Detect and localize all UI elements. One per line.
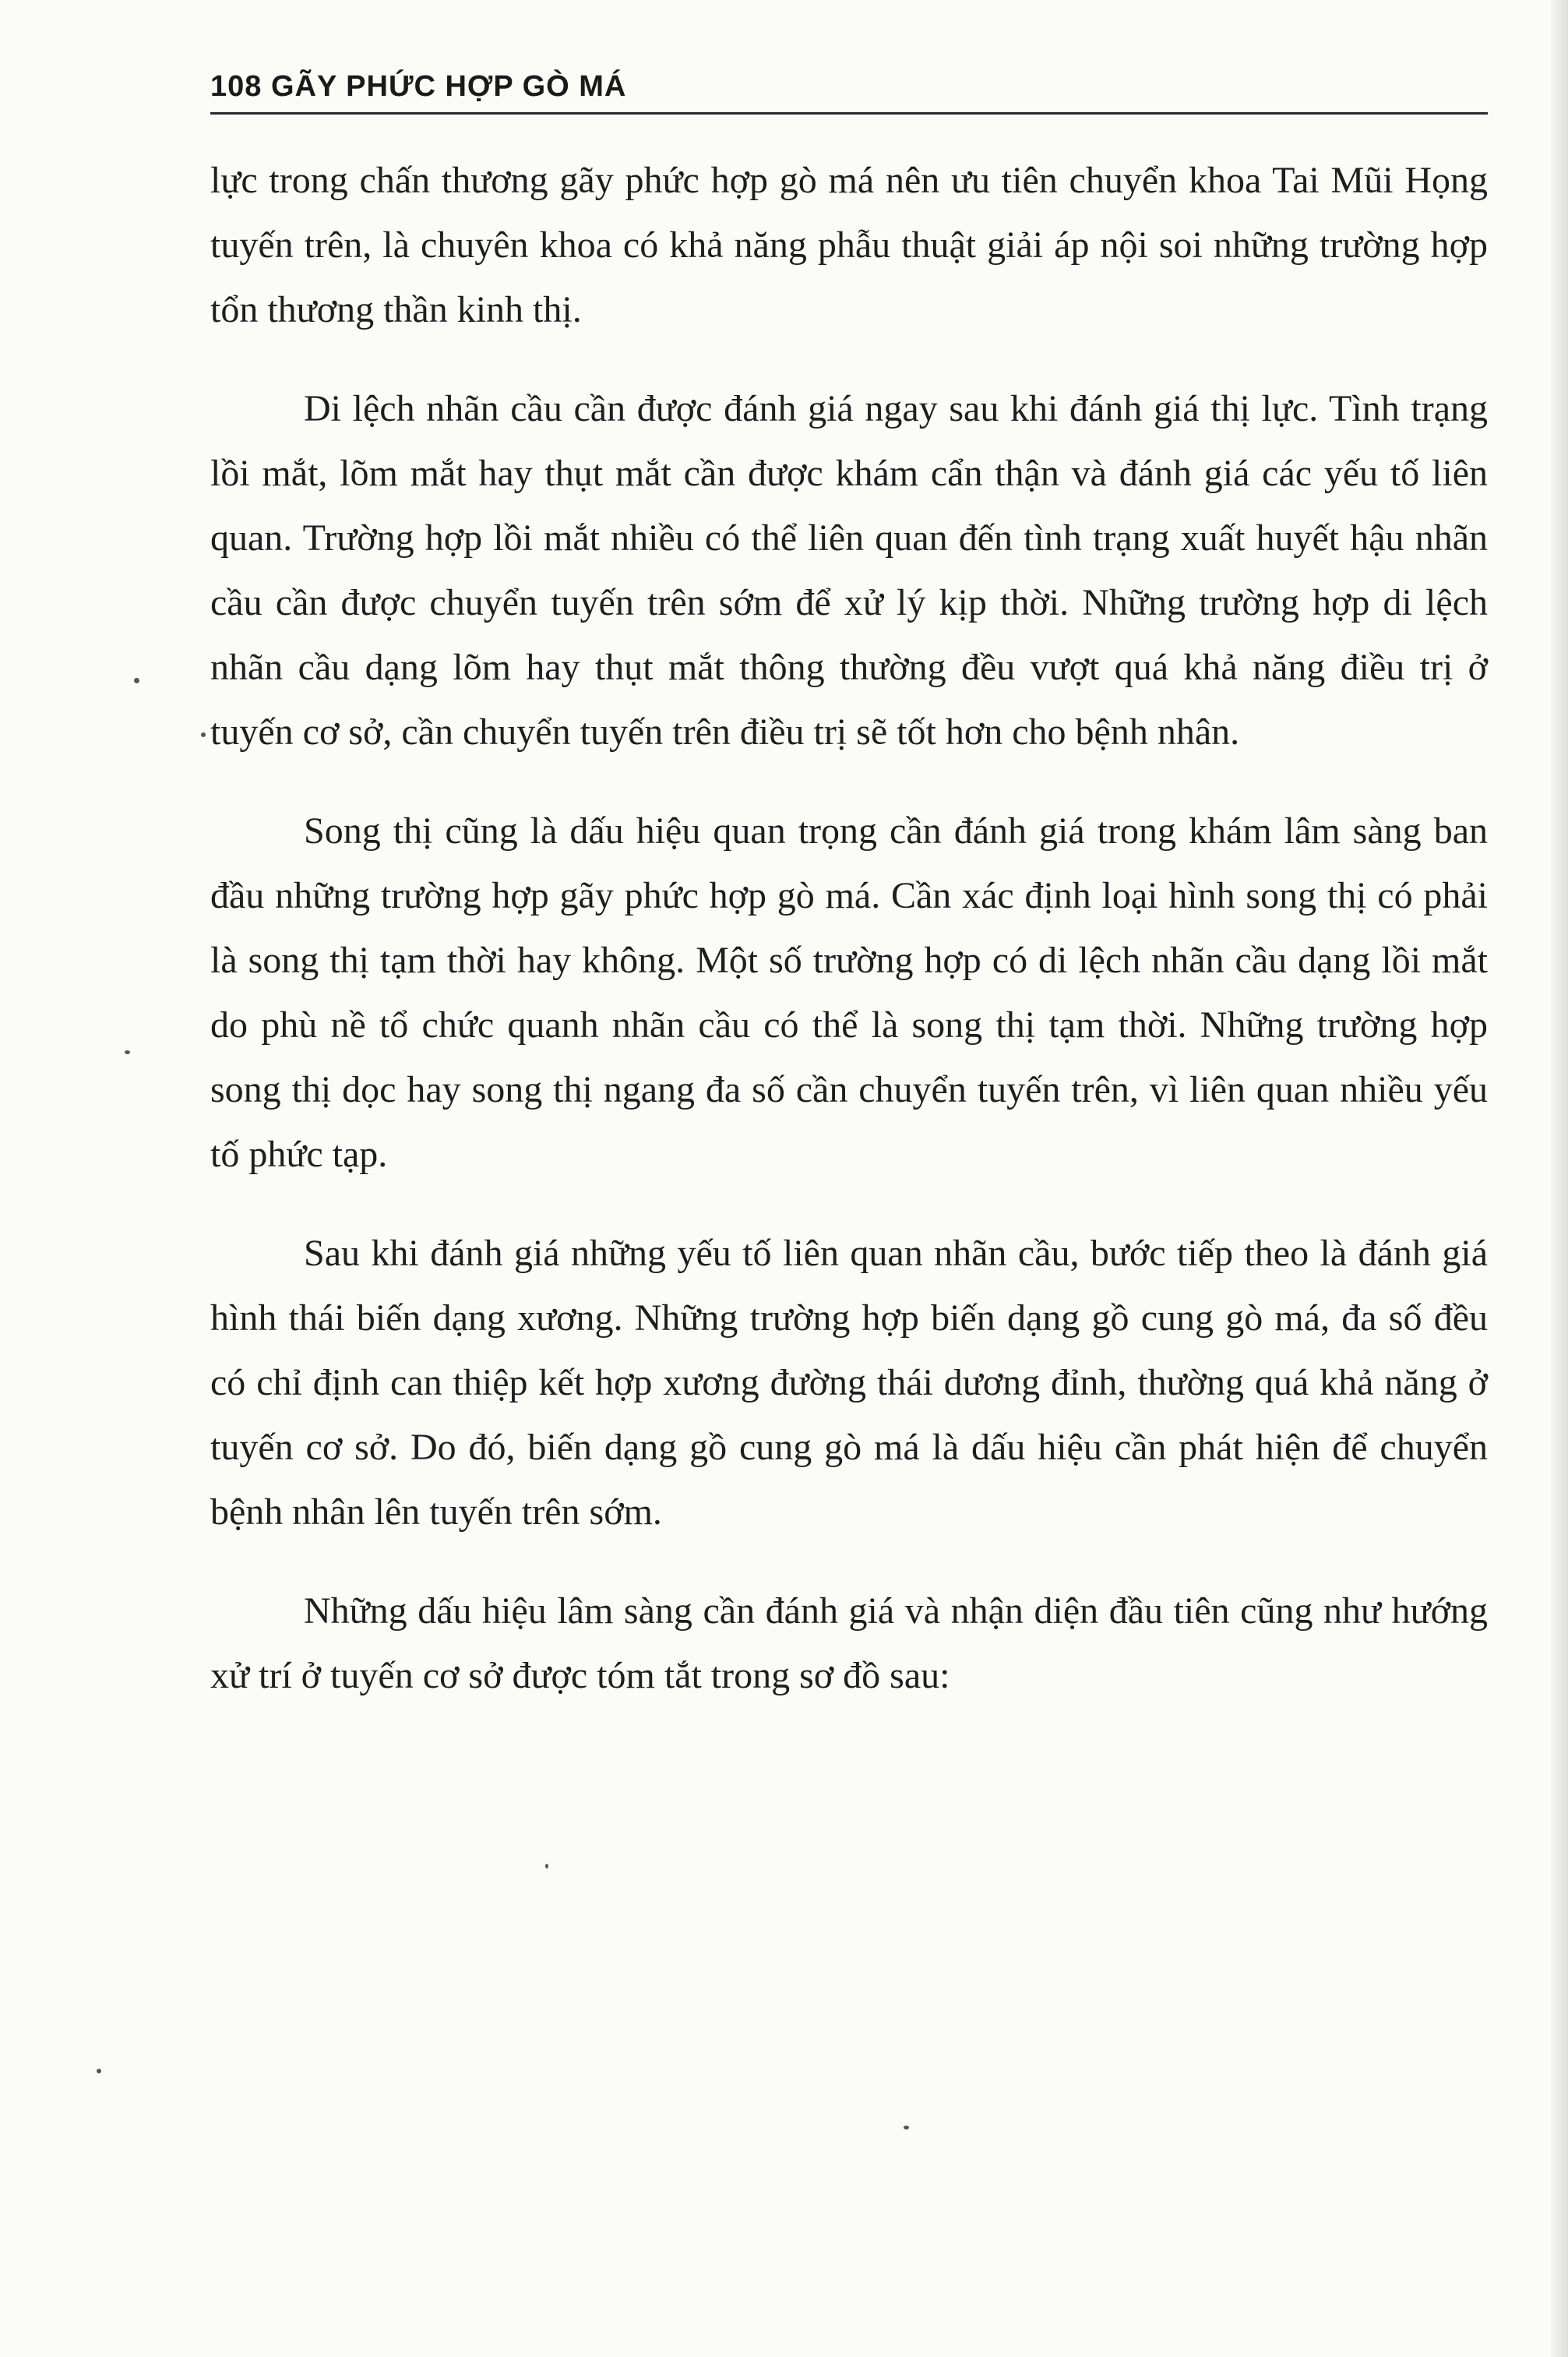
paragraph-3: Song thị cũng là dấu hiệu quan trọng cần đánh giá trong khám lâm sàng ban đầu những trường hợp gãy phức hợp gò má. Cần xác định loại hình song thị có phải là song thị tạm thời hay không. Một số trường hợp có di lệch nhãn cầu dạng lồi mắt do phù nề tổ chức quanh nhãn cầu có thể là song thị tạm thời. Những trường hợp song thị dọc hay song thị ngang đa số cần chuyển tuyến trên, vì liên quan nhiều yếu tố phức tạp. bbox=[210, 810, 1488, 1175]
paragraph-1: lực trong chấn thương gãy phức hợp gò má nên ưu tiên chuyển khoa Tai Mũi Họng tuyến trên, là chuyên khoa có khả năng phẫu thuật giải áp nội soi những trường hợp tổn thương thần kinh thị. bbox=[210, 160, 1488, 330]
paragraph-4: Sau khi đánh giá những yếu tố liên quan nhãn cầu, bước tiếp theo là đánh giá hình thái biến dạng xương. Những trường hợp biến dạng gồ cung gò má, đa số đều có chỉ định can thiệp kết hợp xương đường thái dương đỉnh, thường quá khả năng ở tuyến cơ sở. Do đó, biến dạng gồ cung gò má là dấu hiệu cần phát hiện để chuyển bệnh nhân lên tuyến trên sớm. bbox=[210, 1233, 1488, 1533]
running-title: 108 GÃY PHỨC HỢP GÒ MÁ bbox=[210, 70, 627, 103]
scan-speck bbox=[97, 2069, 101, 2073]
scan-speck bbox=[545, 1864, 548, 1868]
scan-speck bbox=[125, 1050, 130, 1054]
scan-speck bbox=[904, 2126, 909, 2129]
header-rule bbox=[210, 112, 1488, 115]
scan-page-edge bbox=[1551, 0, 1568, 2357]
scan-speck bbox=[134, 678, 139, 683]
paragraph-5: Những dấu hiệu lâm sàng cần đánh giá và nhận diện đầu tiên cũng như hướng xử trí ở tuyến cơ sở được tóm tắt trong sơ đồ sau: bbox=[210, 1590, 1488, 1696]
page-body bbox=[210, 148, 1488, 1742]
page-header bbox=[210, 65, 1488, 120]
scan-speck bbox=[201, 732, 206, 737]
paragraph-2: Di lệch nhãn cầu cần được đánh giá ngay sau khi đánh giá thị lực. Tình trạng lồi mắt, lõm mắt hay thụt mắt cần được khám cẩn thận và đánh giá các yếu tố liên quan. Trường hợp lồi mắt nhiều có thể liên quan đến tình trạng xuất huyết hậu nhãn cầu cần được chuyển tuyến trên sớm để xử lý kịp thời. Những trường hợp di lệch nhãn cầu dạng lõm hay thụt mắt thông thường đều vượt quá khả năng điều trị ở tuyến cơ sở, cần chuyển tuyến trên điều trị sẽ tốt hơn cho bệnh nhân. bbox=[210, 388, 1488, 753]
